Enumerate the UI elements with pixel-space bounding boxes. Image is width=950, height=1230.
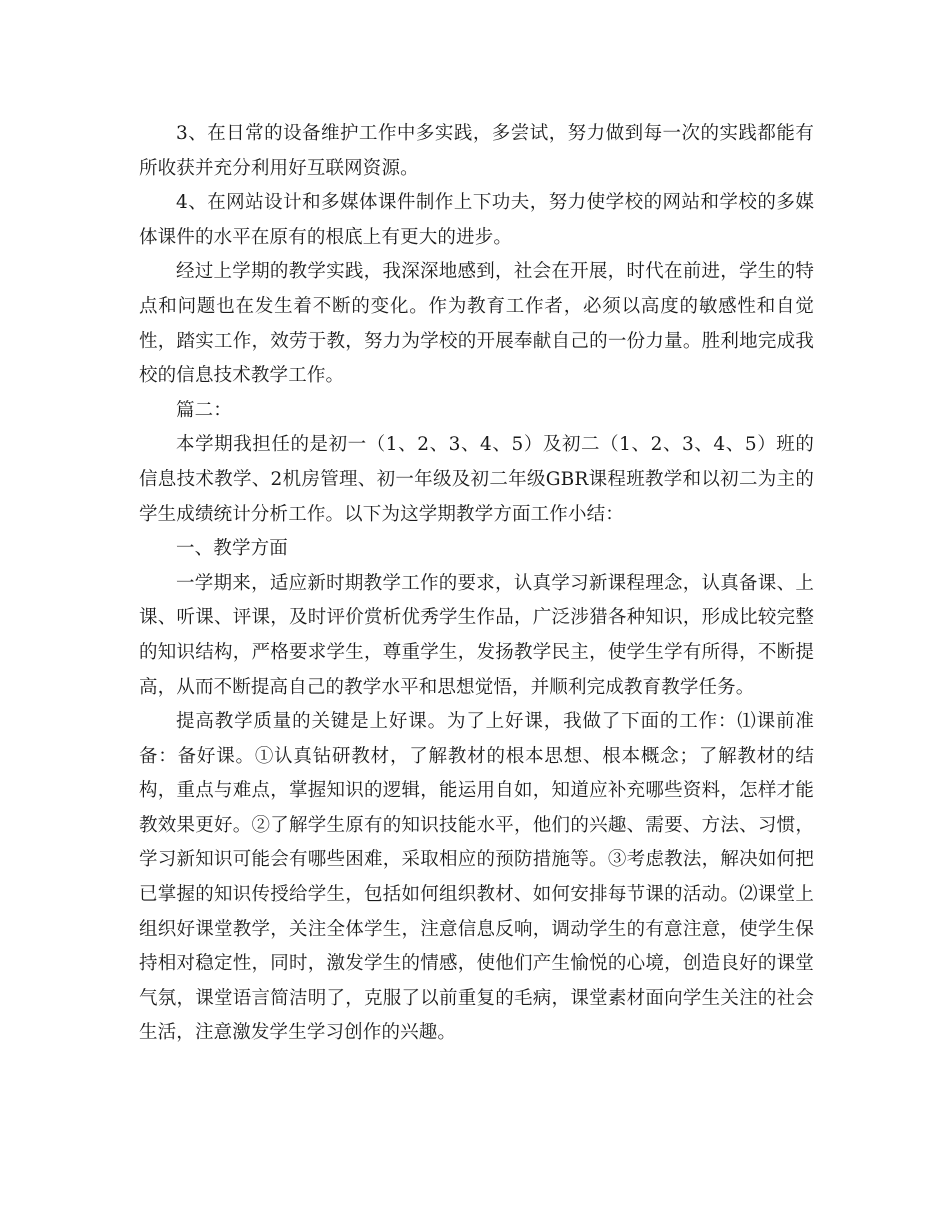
- paragraph-lesson-quality: 提高教学质量的关键是上好课。为了上好课，我做了下面的工作：⑴课前准备：备好课。①认真钻研教材，了解教材的根本思想、根本概念；了解教材的结构，重点与难点，掌握知识的逻辑，能运用自如，知道应补充哪些资料，怎样才能教效果更好。②了解学生原有的知识技能水平，他们的兴趣、需要、方法、习惯，学习新知识可能会有哪些困难，采取相应的预防措施等。③考虑教法，解决如何把已掌握的知识传授给学生，包括如何组织教材、如何安排每节课的活动。⑵课堂上组织好课堂教学，关注全体学生，注意信息反响，调动学生的有意注意，使学生保持相对稳定性，同时，激发学生的情感，使他们产生愉悦的心境，创造良好的课堂气氛，课堂语言简洁明了，克服了以前重复的毛病，课堂素材面向学生关注的社会生活，注意激发学生学习创作的兴趣。: [139, 711, 814, 1044]
- section-heading-teaching: 一、教学方面: [176, 538, 288, 560]
- paragraph-semester-reflection: 经过上学期的教学实践，我深深地感到，社会在开展，时代在前进，学生的特点和问题也在发生着不断的变化。作为教育工作者，必须以高度的敏感性和自觉性，踏实工作，效劳于教，努力为学校的开展奉献自己的一份力量。胜利地完成我校的信息技术教学工作。: [139, 261, 814, 387]
- section-heading-part-two: 篇二：: [176, 399, 232, 421]
- paragraph-teaching-summary: 一学期来，适应新时期教学工作的要求，认真学习新课程理念，认真备课、上课、听课、评课，及时评价赏析优秀学生作品，广泛涉猎各种知识，形成比较完整的知识结构，严格要求学生，尊重学生，发扬教学民主，使学生学有所得，不断提高，从而不断提高自己的教学水平和思想觉悟，并顺利完成教育教学任务。: [139, 572, 814, 698]
- paragraph-website-courseware: 4、在网站设计和多媒体课件制作上下功夫，努力使学校的网站和学校的多媒体课件的水平在原有的根底上有更大的进步。: [139, 192, 814, 248]
- paragraph-duties-overview: 本学期我担任的是初一（1、2、3、4、5）及初二（1、2、3、4、5）班的信息技术教学、2机房管理、初一年级及初二年级GBR课程班教学和以初二为主的学生成绩统计分析工作。以下为这学期教学方面工作小结：: [139, 434, 814, 525]
- paragraph-maintenance-practice: 3、在日常的设备维护工作中多实践，多尝试，努力做到每一次的实践都能有所收获并充分利用好互联网资源。: [139, 123, 814, 179]
- document-body: [139, 117, 814, 1051]
